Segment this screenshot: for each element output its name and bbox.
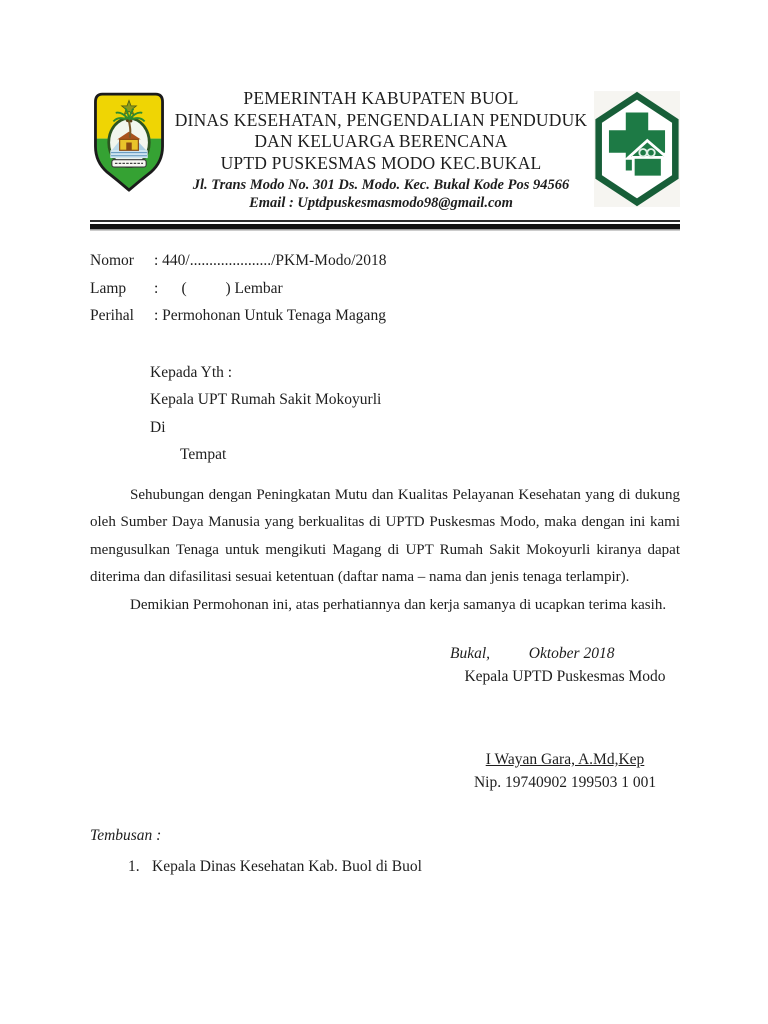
recipient-di: Di: [150, 418, 166, 436]
letterhead: [90, 86, 680, 212]
letterhead-email: Email : Uptdpuskesmasmodo98@gmail.com: [249, 194, 513, 211]
tembusan-item-number: 1.: [128, 858, 140, 875]
letterhead-address: Jl. Trans Modo No. 301 Ds. Modo. Kec. Bukal Kode Pos 94566: [192, 177, 570, 193]
letterhead-agency-2: DAN KELUARGA BERENCANA: [254, 131, 508, 151]
puskesmas-logo: [592, 86, 680, 207]
signature-place-date: Bukal, Oktober 2018: [450, 645, 615, 662]
recipient-block: [150, 359, 680, 469]
letterhead-divider: [90, 220, 680, 229]
reference-row-lamp: [90, 275, 680, 303]
puskesmas-icon: [594, 91, 680, 207]
reference-row-nomor: [90, 247, 680, 275]
signature-name: I Wayan Gara, A.Md,Kep: [485, 751, 645, 768]
tembusan-item-text: Kepala Dinas Kesehatan Kab. Buol di Buol: [152, 858, 422, 875]
letterhead-agency-1: DINAS KESEHATAN, PENGENDALIAN PENDUDUK: [174, 109, 588, 130]
body-paragraph-2: Demikian Permohonan ini, atas perhatiannya dan kerja samanya di ucapkan terima kasih.: [130, 596, 667, 613]
signature-nip: Nip. 19740902 199503 1 001: [473, 774, 657, 791]
tembusan-item: [90, 853, 680, 880]
letterhead-government: PEMERINTAH KABUPATEN BUOL: [243, 88, 519, 108]
recipient-name: Kepala UPT Rumah Sakit Mokoyurli: [150, 391, 382, 408]
letter-body: [90, 482, 680, 620]
tembusan-block: [90, 822, 680, 880]
tembusan-heading: Tembusan :: [90, 827, 162, 844]
signature-block: [442, 642, 688, 794]
letterhead-text: [170, 86, 592, 212]
nomor-label: Nomor: [90, 252, 134, 269]
buol-regency-crest-logo: [90, 86, 170, 200]
recipient-place: Tempat: [180, 446, 227, 463]
lamp-value: : ( ) Lembar: [154, 279, 283, 297]
perihal-label: Perihal: [90, 307, 134, 324]
nomor-value: : 440/...................../PKM-Modo/2018: [154, 252, 387, 269]
body-paragraph-1: Sehubungan dengan Peningkatan Mutu dan Kualitas Pelayanan Kesehatan yang di dukung oleh Sumber Daya Manusia yang berkualitas di UPTD Puskesmas Modo, maka dengan ini kami mengusulkan Tenaga untuk mengikuti Magang di UPT Rumah Sakit Mokoyurli kiranya dapat diterima dan difasilitasi sesuai ketentuan (daftar nama – nama dan jenis tenaga terlampir).: [90, 486, 680, 585]
perihal-value: : Permohonan Untuk Tenaga Magang: [154, 307, 386, 324]
reference-row-perihal: [90, 302, 680, 330]
recipient-salutation: Kepada Yth :: [150, 363, 233, 381]
reference-block: [90, 247, 680, 330]
buol-crest-icon: [90, 90, 168, 195]
letterhead-unit: UPTD PUSKESMAS MODO KEC.BUKAL: [220, 152, 542, 173]
signature-title: Kepala UPTD Puskesmas Modo: [464, 668, 666, 685]
lamp-label: Lamp: [90, 279, 127, 297]
